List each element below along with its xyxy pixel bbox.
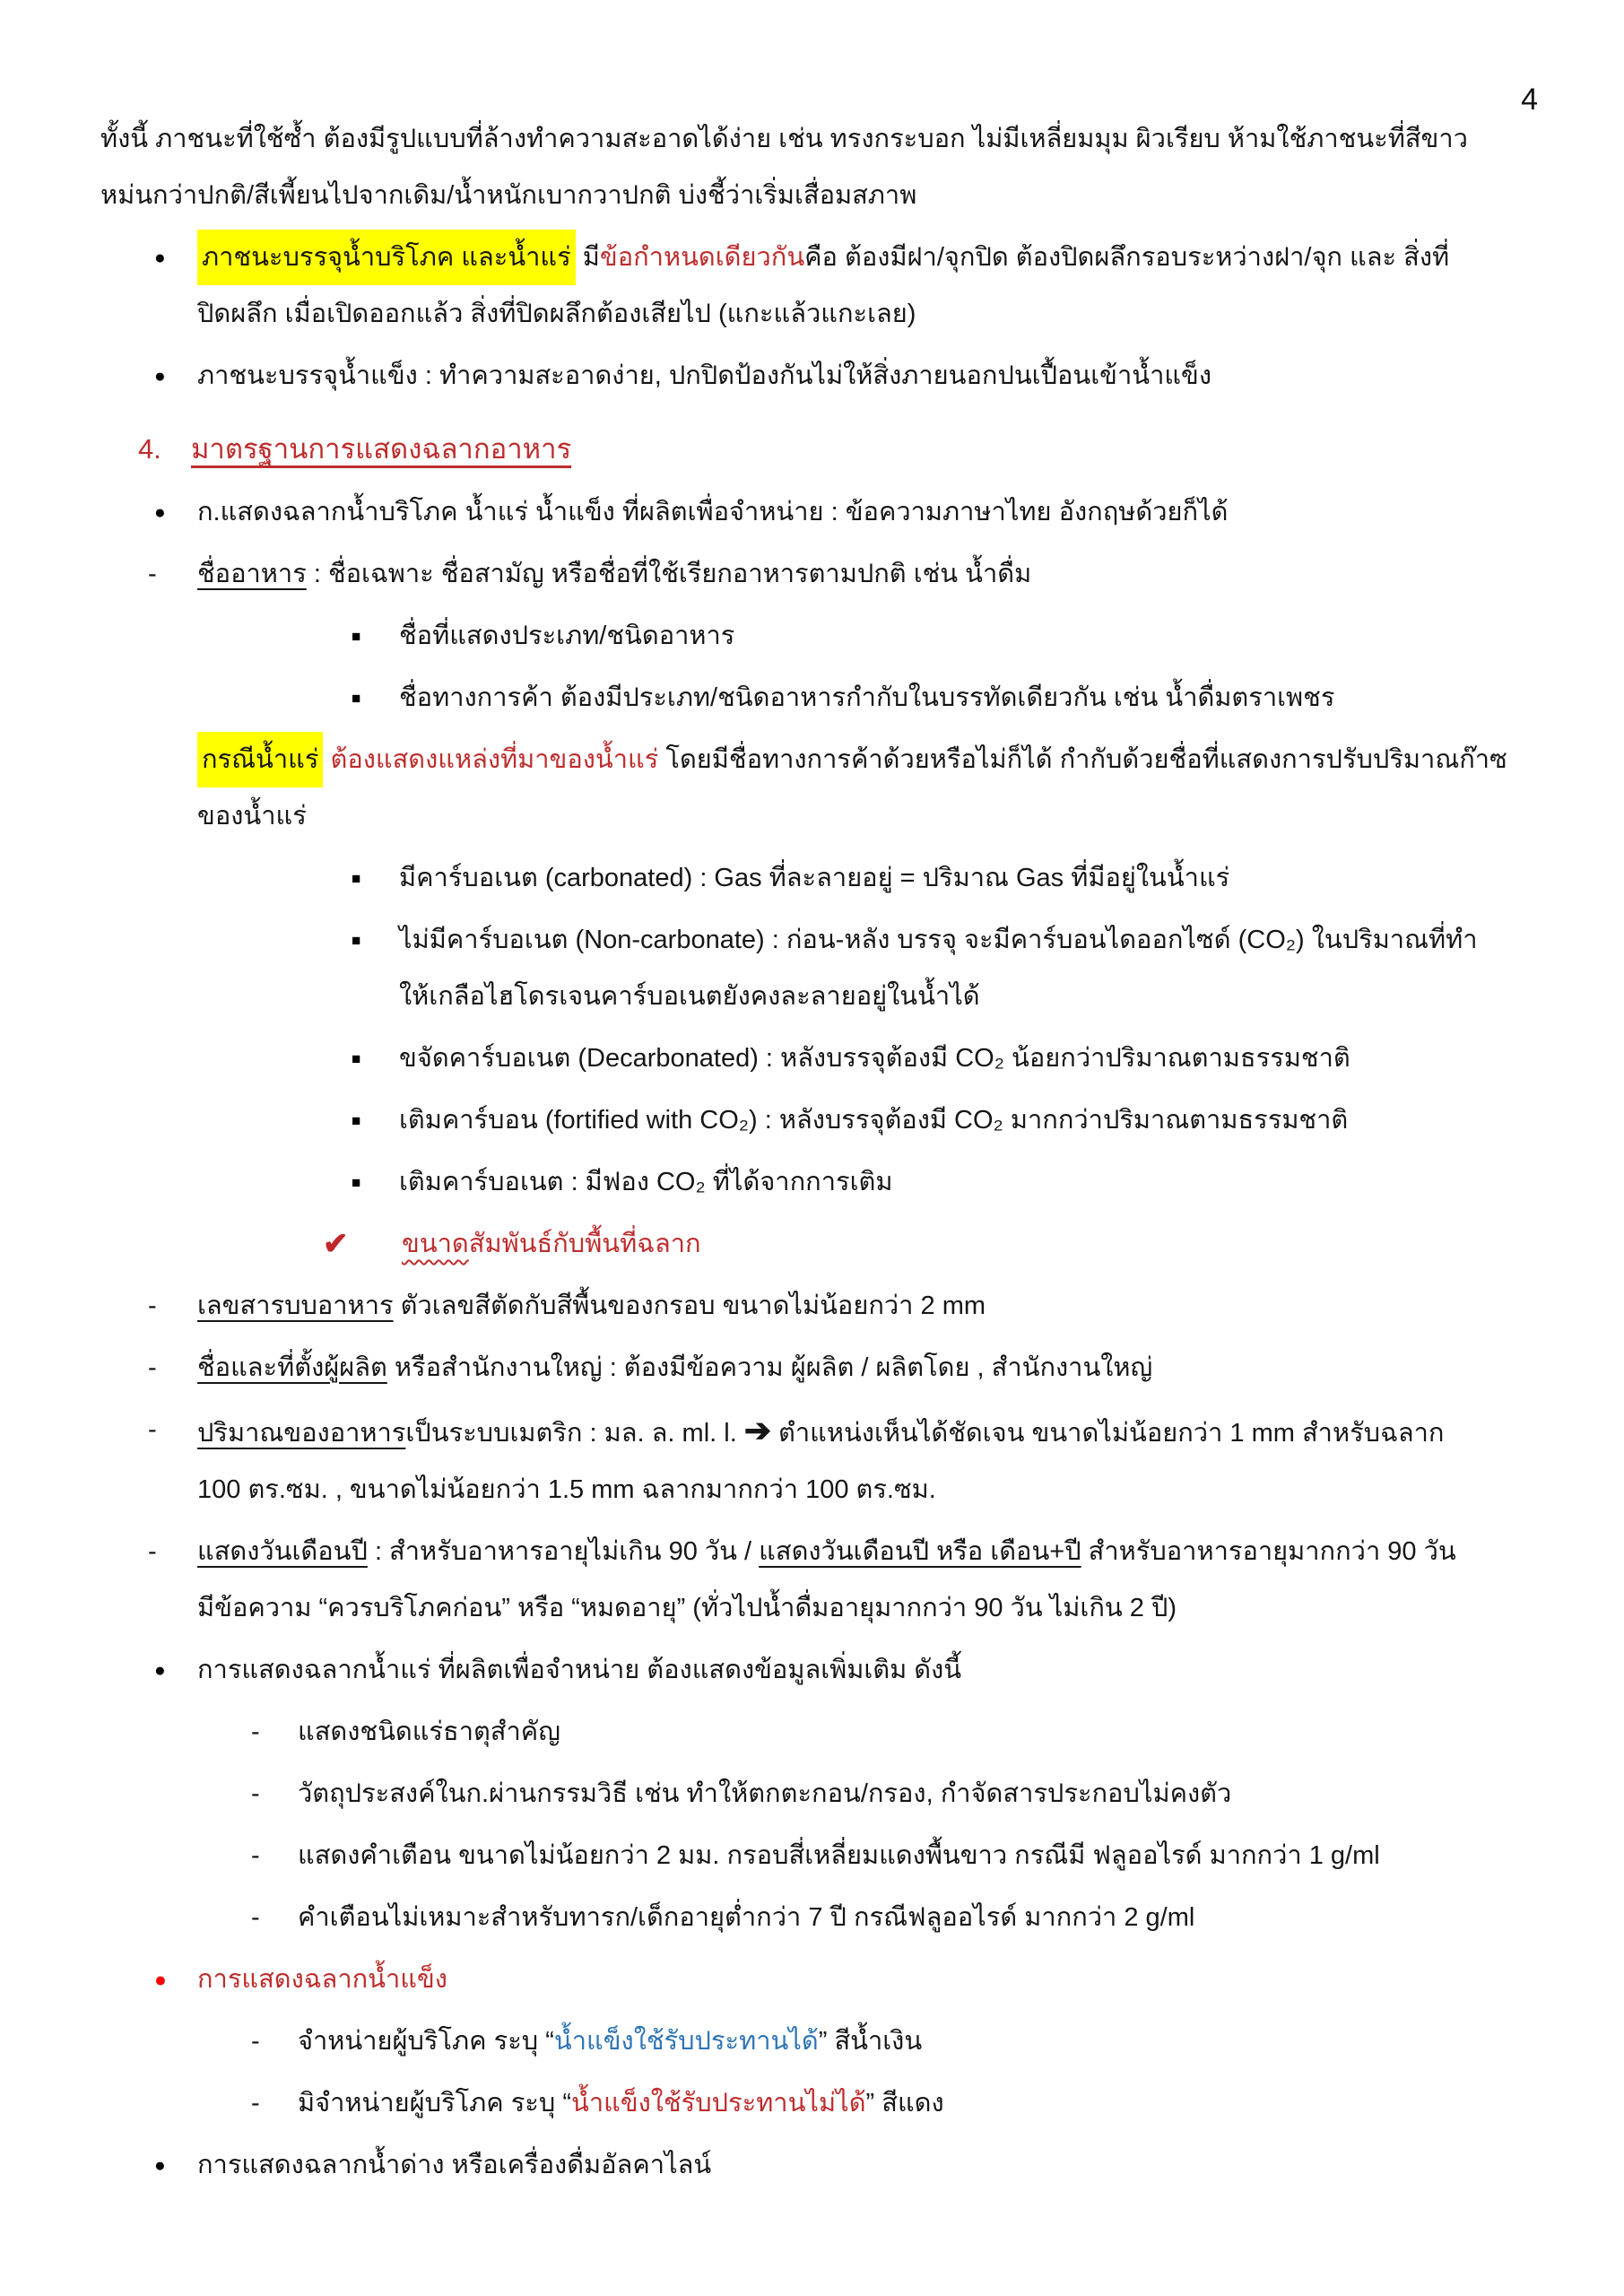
sub-dash-item	[100, 1704, 1565, 1761]
dash-marker: -	[148, 1537, 157, 1566]
dash-item	[100, 1278, 1565, 1335]
text-run: สำหรับอาหารอายุมากกว่า 90 วัน	[1081, 1537, 1456, 1566]
square-bullet-icon: ■	[352, 932, 361, 949]
text-run: 100 ตร.ซม. , ขนาดไม่น้อยกว่า 1.5 mm ฉลากมากกว่า 100 ตร.ซม.	[197, 1475, 936, 1504]
dash-item	[100, 1340, 1565, 1396]
text-run: มี	[575, 243, 600, 272]
dash-marker: -	[251, 2027, 260, 2056]
red-bullet-icon: ●	[154, 1968, 167, 1991]
dash-item	[100, 1402, 1565, 1462]
text-run: ข้อกำหนดเดียวกัน	[599, 243, 805, 272]
text-run: ขจัดคาร์บอเนต (Decarbonated) : หลังบรรจุต้องมี CO₂ น้อยกว่าปริมาณตามธรรมชาติ	[399, 1044, 1350, 1073]
bullet-icon: ●	[154, 366, 166, 387]
text-run: การแสดงฉลากน้ำแร่ ที่ผลิตเพื่อจำหน่าย ต้องแสดงข้อมูลเพิ่มเติม ดังนี้	[197, 1656, 962, 1684]
sub-dash-item	[100, 1890, 1565, 1946]
text-run: มาตรฐานการแสดงฉลากอาหาร	[191, 433, 572, 465]
text-run: มีข้อความ “ควรบริโภคก่อน” หรือ “หมดอายุ” (ทั่วไปน้ำดื่มอายุมากกว่า 90 วัน ไม่เกิน 2 ปี)	[197, 1594, 1177, 1622]
sub-dash-item	[100, 2013, 1565, 2070]
text-run: ชื่ออาหาร	[197, 560, 307, 588]
numbered-heading	[100, 421, 1565, 479]
dash-marker: -	[148, 560, 157, 588]
continuation-line	[100, 286, 1565, 343]
text-run: ปิดผลึก เมื่อเปิดออกแล้ว สิ่งที่ปิดผลึกต้องเสียไป (แกะแล้วแกะเลย)	[197, 300, 916, 328]
bullet-item	[100, 230, 1565, 286]
text-run: ขนาด	[402, 1230, 469, 1258]
bullet-item	[100, 348, 1565, 404]
text-run: ไม่มีคาร์บอเนต (Non-carbonate) : ก่อน-หลัง บรรจุ จะมีคาร์บอนไดออกไซด์ (CO₂) ในปริมาณที่ทำ	[399, 926, 1478, 954]
square-bullet-item	[100, 608, 1565, 665]
continuation-line	[100, 788, 1565, 845]
text-run: : ชื่อเฉพาะ ชื่อสามัญ หรือชื่อที่ใช้เรียกอาหารตามปกติ เช่น น้ำดื่ม	[306, 560, 1032, 588]
text-run: ของน้ำแร่	[197, 802, 307, 831]
bullet-icon: ●	[154, 502, 166, 523]
text-run: น้ำแข็งใช้รับประทานไม่ได้	[571, 2089, 866, 2118]
text-run: คำเตือนไม่เหมาะสำหรับทารก/เด็กอายุต่ำกว่า 7 ปี กรณีฟลูออไรด์ มากกว่า 2 g/ml	[298, 1903, 1195, 1932]
text-run: มิจำหน่ายผู้บริโภค ระบุ “	[298, 2089, 572, 2118]
text-run: ” สีน้ำเงิน	[818, 2027, 923, 2056]
bullet-item	[100, 1642, 1565, 1699]
square-bullet-item	[100, 912, 1565, 969]
text-run: ภาชนะบรรจุน้ำแข็ง : ทำความสะอาดง่าย, ปกปิดป้องกันไม่ให้สิ่งภายนอกปนเปื้อนเข้าน้ำแข็ง	[197, 361, 1212, 390]
dash-marker: -	[148, 1292, 157, 1320]
text-run: มีคาร์บอเนต (carbonated) : Gas ที่ละลายอยู่ = ปริมาณ Gas ที่มีอยู่ในน้ำแร่	[399, 864, 1230, 892]
text-run: : สำหรับอาหารอายุไม่เกิน 90 วัน /	[367, 1537, 760, 1566]
bullet-icon: ●	[154, 248, 166, 268]
text-run: กรณีน้ำแร่	[197, 732, 323, 787]
square-bullet-item	[100, 1092, 1565, 1149]
text-run: การแสดงฉลากน้ำแข็ง	[197, 1965, 447, 1994]
page-number: 4	[1521, 83, 1538, 117]
sub-dash-item	[100, 1766, 1565, 1822]
square-bullet-item	[100, 670, 1565, 726]
dash-marker: -	[251, 2089, 260, 2118]
text-run: การแสดงฉลากน้ำด่าง หรือเครื่องดื่มอัลคาไลน์	[197, 2151, 712, 2179]
dash-item	[100, 546, 1565, 603]
dash-marker: -	[148, 1415, 157, 1444]
dash-item	[100, 1524, 1565, 1580]
continuation-line	[100, 1580, 1565, 1637]
continuation-line	[100, 969, 1565, 1025]
text-run: น้ำแข็งใช้รับประทานได้	[553, 2027, 819, 2056]
text-run: ให้เกลือไฮโดรเจนคาร์บอเนตยังคงละลายอยู่ในน้ำได้	[399, 982, 980, 1011]
text-run: ชื่อและที่ตั้งผู้ผลิต	[197, 1353, 387, 1382]
checkmark-icon: ✔	[323, 1227, 349, 1261]
text-run: เติมคาร์บอเนต : มีฟอง CO₂ ที่ได้จากการเติม	[399, 1168, 893, 1196]
continuation-line	[100, 732, 1565, 788]
text-run: เป็นระบบเมตริก : มล. ล. ml. l.	[405, 1419, 744, 1448]
dash-marker: -	[251, 1718, 260, 1746]
text-run: แสดงวันเดือนปี หรือ เดือน+ปี	[759, 1537, 1081, 1566]
square-bullet-icon: ■	[352, 1174, 361, 1191]
bullet-icon: ●	[154, 2155, 166, 2176]
dash-marker: -	[251, 1841, 260, 1870]
red-bullet-item	[100, 1952, 1565, 2008]
text-run: คือ ต้องมีฝา/จุกปิด ต้องปิดผลึกรอบระหว่างฝา/จุก และ สิ่งที่	[804, 243, 1450, 272]
sub-dash-item	[100, 2075, 1565, 2132]
text-run: ชื่อทางการค้า ต้องมีประเภท/ชนิดอาหารกำกับในบรรทัดเดียวกัน เช่น น้ำดื่มตราเพชร	[399, 683, 1335, 712]
text-run: ชื่อที่แสดงประเภท/ชนิดอาหาร	[399, 622, 735, 650]
text-run: โดยมีชื่อทางการค้าด้วยหรือไม่ก็ได้ กำกับด้วยชื่อที่แสดงการปรับปริมาณก๊าซ	[658, 745, 1507, 774]
continuation-line	[100, 1462, 1565, 1518]
text-run: สัมพันธ์กับพื้นที่ฉลาก	[468, 1230, 701, 1258]
text-run: ภาชนะบรรจุน้ำบริโภค และน้ำแร่	[197, 230, 576, 285]
text-run: ตัวเลขสีตัดกับสีพื้นของกรอบ ขนาดไม่น้อยกว่า 2 mm	[393, 1292, 986, 1320]
square-bullet-item	[100, 1031, 1565, 1087]
text-run: ” สีแดง	[865, 2089, 944, 2118]
document-body	[100, 106, 1565, 2194]
paragraph-line	[100, 168, 1565, 224]
bullet-icon: ●	[154, 1660, 166, 1681]
text-run: ต้องแสดงแหล่งที่มาของน้ำแร่	[330, 745, 659, 774]
square-bullet-icon: ■	[352, 628, 361, 645]
dash-marker: -	[148, 1353, 157, 1382]
dash-marker: -	[251, 1779, 260, 1808]
text-run: ทั้งนี้ ภาชนะที่ใช้ซ้ำ ต้องมีรูปแบบที่ล้างทำความสะอาดได้ง่าย เช่น ทรงกระบอก ไม่มีเหลี่ยมมุม ผิวเรียบ ห้ามใช้ภาชนะที่สีขาว	[100, 125, 1468, 153]
text-run: หรือสำนักงานใหญ่ : ต้องมีข้อความ ผู้ผลิต / ผลิตโดย , สำนักงานใหญ่	[386, 1353, 1153, 1382]
text-run: แสดงชนิดแร่ธาตุสำคัญ	[298, 1718, 560, 1746]
text-run: จำหน่ายผู้บริโภค ระบุ “	[298, 2027, 554, 2056]
text-run: วัตถุประสงค์ในก.ผ่านกรรมวิธี เช่น ทำให้ตกตะกอน/กรอง, กำจัดสารประกอบไม่คงตัว	[298, 1779, 1232, 1808]
check-item	[100, 1216, 1565, 1273]
text-run: หม่นกว่าปกติ/สีเพี้ยนไปจากเดิม/น้ำหนักเบากวาปกติ บ่งชี้ว่าเริ่มเสื่อมสภาพ	[100, 181, 917, 210]
paragraph-line	[100, 111, 1565, 168]
text-run: ตำแหน่งเห็นได้ชัดเจน ขนาดไม่น้อยกว่า 1 mm สำหรับฉลาก	[771, 1419, 1445, 1448]
square-bullet-icon: ■	[352, 1050, 361, 1067]
text-run: เติมคาร์บอน (fortified with CO₂) : หลังบรรจุต้องมี CO₂ มากกว่าปริมาณตามธรรมชาติ	[399, 1106, 1349, 1135]
bullet-item	[100, 484, 1565, 541]
bullet-item	[100, 2137, 1565, 2194]
dash-marker: -	[251, 1903, 260, 1932]
square-bullet-item	[100, 850, 1565, 907]
text-run: ก.แสดงฉลากน้ำบริโภค น้ำแร่ น้ำแข็ง ที่ผลิตเพื่อจำหน่าย : ข้อความภาษาไทย อังกฤษด้วยก็ได้	[197, 498, 1229, 526]
text-run: เลขสารบบอาหาร	[197, 1292, 394, 1320]
text-run: ➔	[743, 1412, 771, 1448]
text-run: ปริมาณของอาหาร	[197, 1419, 406, 1448]
text-run: แสดงคำเตือน ขนาดไม่น้อยกว่า 2 มม. กรอบสี่เหลี่ยมแดงพื้นขาว กรณีมี ฟลูออไรด์ มากกว่า 1 g/ml	[298, 1841, 1380, 1870]
text-run: แสดงวันเดือนปี	[197, 1537, 368, 1566]
sub-dash-item	[100, 1828, 1565, 1884]
heading-number: 4.	[138, 433, 161, 465]
square-bullet-icon: ■	[352, 690, 361, 707]
square-bullet-icon: ■	[352, 870, 361, 887]
square-bullet-icon: ■	[352, 1112, 361, 1129]
square-bullet-item	[100, 1154, 1565, 1211]
